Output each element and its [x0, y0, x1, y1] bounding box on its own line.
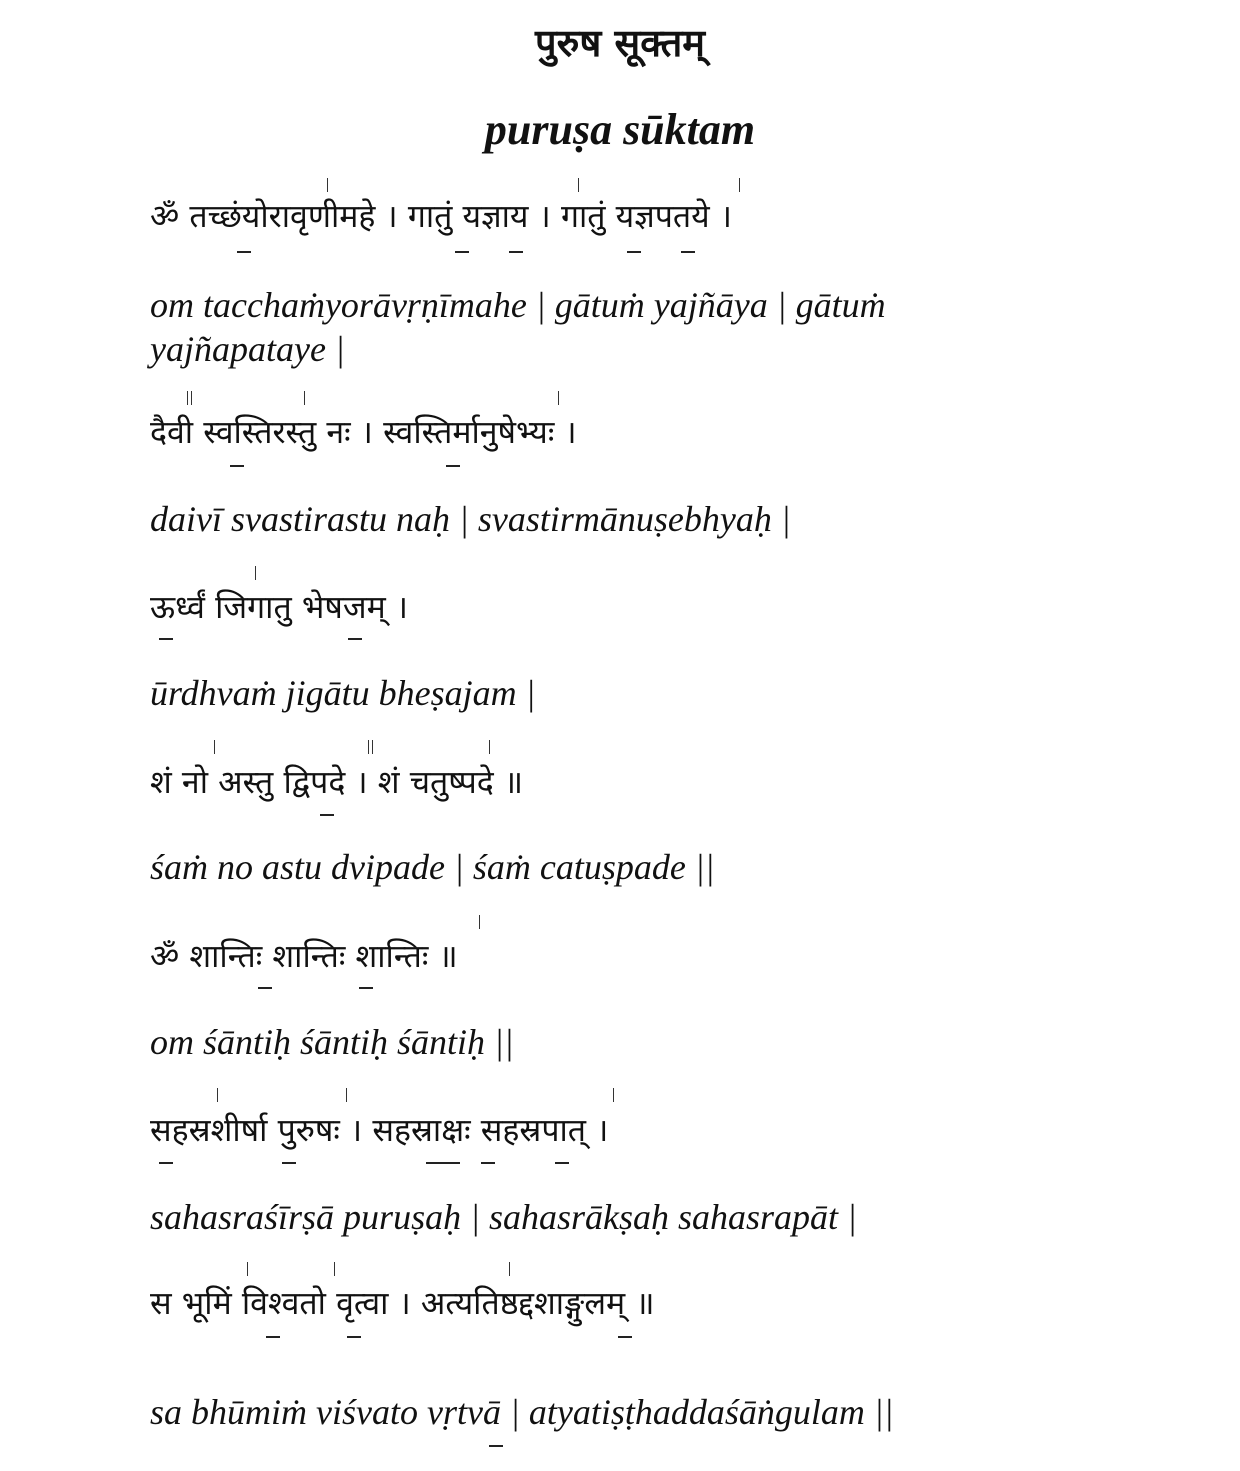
- svarita-mark: [214, 740, 215, 754]
- page-title-devanagari: पुरुष सूक्तम्: [535, 21, 705, 65]
- verse-4-devanagari: शं नो अस्तु द्विपदे । शं चतुष्पदे ॥: [150, 763, 524, 801]
- svarita-mark: [327, 178, 328, 192]
- anudatta-mark: [555, 1162, 569, 1164]
- svarita-mark: [558, 391, 559, 405]
- verse-1-devanagari: ॐ तच्छंयोरावृणीमहे । गातुं यज्ञाय । गातुं यज्ञपतये ।: [150, 197, 733, 235]
- anudatta-mark: [266, 1336, 280, 1338]
- svarita-mark: [217, 1088, 218, 1102]
- anudatta-mark: [681, 251, 695, 253]
- svarita-mark: [346, 1088, 347, 1102]
- svarita-mark: [509, 1262, 510, 1276]
- verse-6-devanagari: सहस्रशीर्षा पुरुषः । सहस्राक्षः सहस्रपात् ।: [150, 1111, 609, 1149]
- dirgha-svarita-mark: [368, 740, 373, 754]
- svarita-mark: [739, 178, 740, 192]
- anudatta-mark: [348, 638, 362, 640]
- verse-7-devanagari: स भूमिं विश्वतो वृत्वा । अत्यतिष्ठद्दशाङ्गुलम् ॥: [150, 1284, 655, 1322]
- anudatta-mark: [446, 465, 460, 467]
- anudatta-mark: [258, 987, 272, 989]
- anudatta-mark: [282, 1162, 296, 1164]
- anudatta-mark: [481, 1162, 495, 1164]
- anudatta-mark: [237, 251, 251, 253]
- anudatta-mark: [159, 1162, 173, 1164]
- page-title-transliteration: puruṣa sūktam: [484, 105, 756, 154]
- anudatta-mark: [320, 814, 334, 816]
- svarita-mark: [489, 740, 490, 754]
- anudatta-mark: [618, 1336, 632, 1338]
- verse-5-devanagari: ॐ शान्तिः शान्तिः शान्तिः ॥: [150, 937, 458, 975]
- anudatta-mark: [489, 1445, 503, 1447]
- verse-3-transliteration: ūrdhvaṁ jigātu bheṣajam |: [150, 673, 536, 713]
- verse-2-transliteration: daivī svastirastu naḥ | svastirmānuṣebhyaḥ |: [150, 499, 791, 539]
- verse-7-transliteration: sa bhūmiṁ viśvato vṛtvā | atyatiṣṭhaddaśāṅgulam ||: [150, 1392, 894, 1432]
- svarita-mark: [255, 566, 256, 580]
- svarita-mark: [578, 178, 579, 192]
- dirgha-svarita-mark: [187, 391, 192, 405]
- verse-4-transliteration: śaṁ no astu dvipade | śaṁ catuṣpade ||: [150, 847, 715, 887]
- verse-6-transliteration: sahasraśīrṣā puruṣaḥ | sahasrākṣaḥ sahasrapāt |: [150, 1197, 857, 1237]
- anudatta-mark: [347, 1336, 361, 1338]
- anudatta-mark: [426, 1162, 460, 1164]
- anudatta-mark: [455, 251, 469, 253]
- anudatta-mark: [159, 638, 173, 640]
- svarita-mark: [334, 1262, 335, 1276]
- anudatta-mark: [359, 987, 373, 989]
- verse-3-devanagari: ऊर्ध्वं जिगातु भेषजम् ।: [150, 588, 409, 626]
- svarita-mark: [247, 1262, 248, 1276]
- anudatta-mark: [509, 251, 523, 253]
- verse-5-transliteration: om śāntiḥ śāntiḥ śāntiḥ ||: [150, 1022, 514, 1062]
- svarita-mark: [613, 1088, 614, 1102]
- svarita-mark: [304, 391, 305, 405]
- svarita-mark: [479, 915, 480, 929]
- verse-2-devanagari: दैवी स्वस्तिरस्तु नः । स्वस्तिर्मानुषेभ्यः ।: [150, 413, 577, 451]
- anudatta-mark: [627, 251, 641, 253]
- anudatta-mark: [230, 465, 244, 467]
- verse-1-transliteration: om tacchaṁyorāvṛṇīmahe | gātuṁ yajñāya | gātuṁ yajñapataye |: [150, 285, 886, 369]
